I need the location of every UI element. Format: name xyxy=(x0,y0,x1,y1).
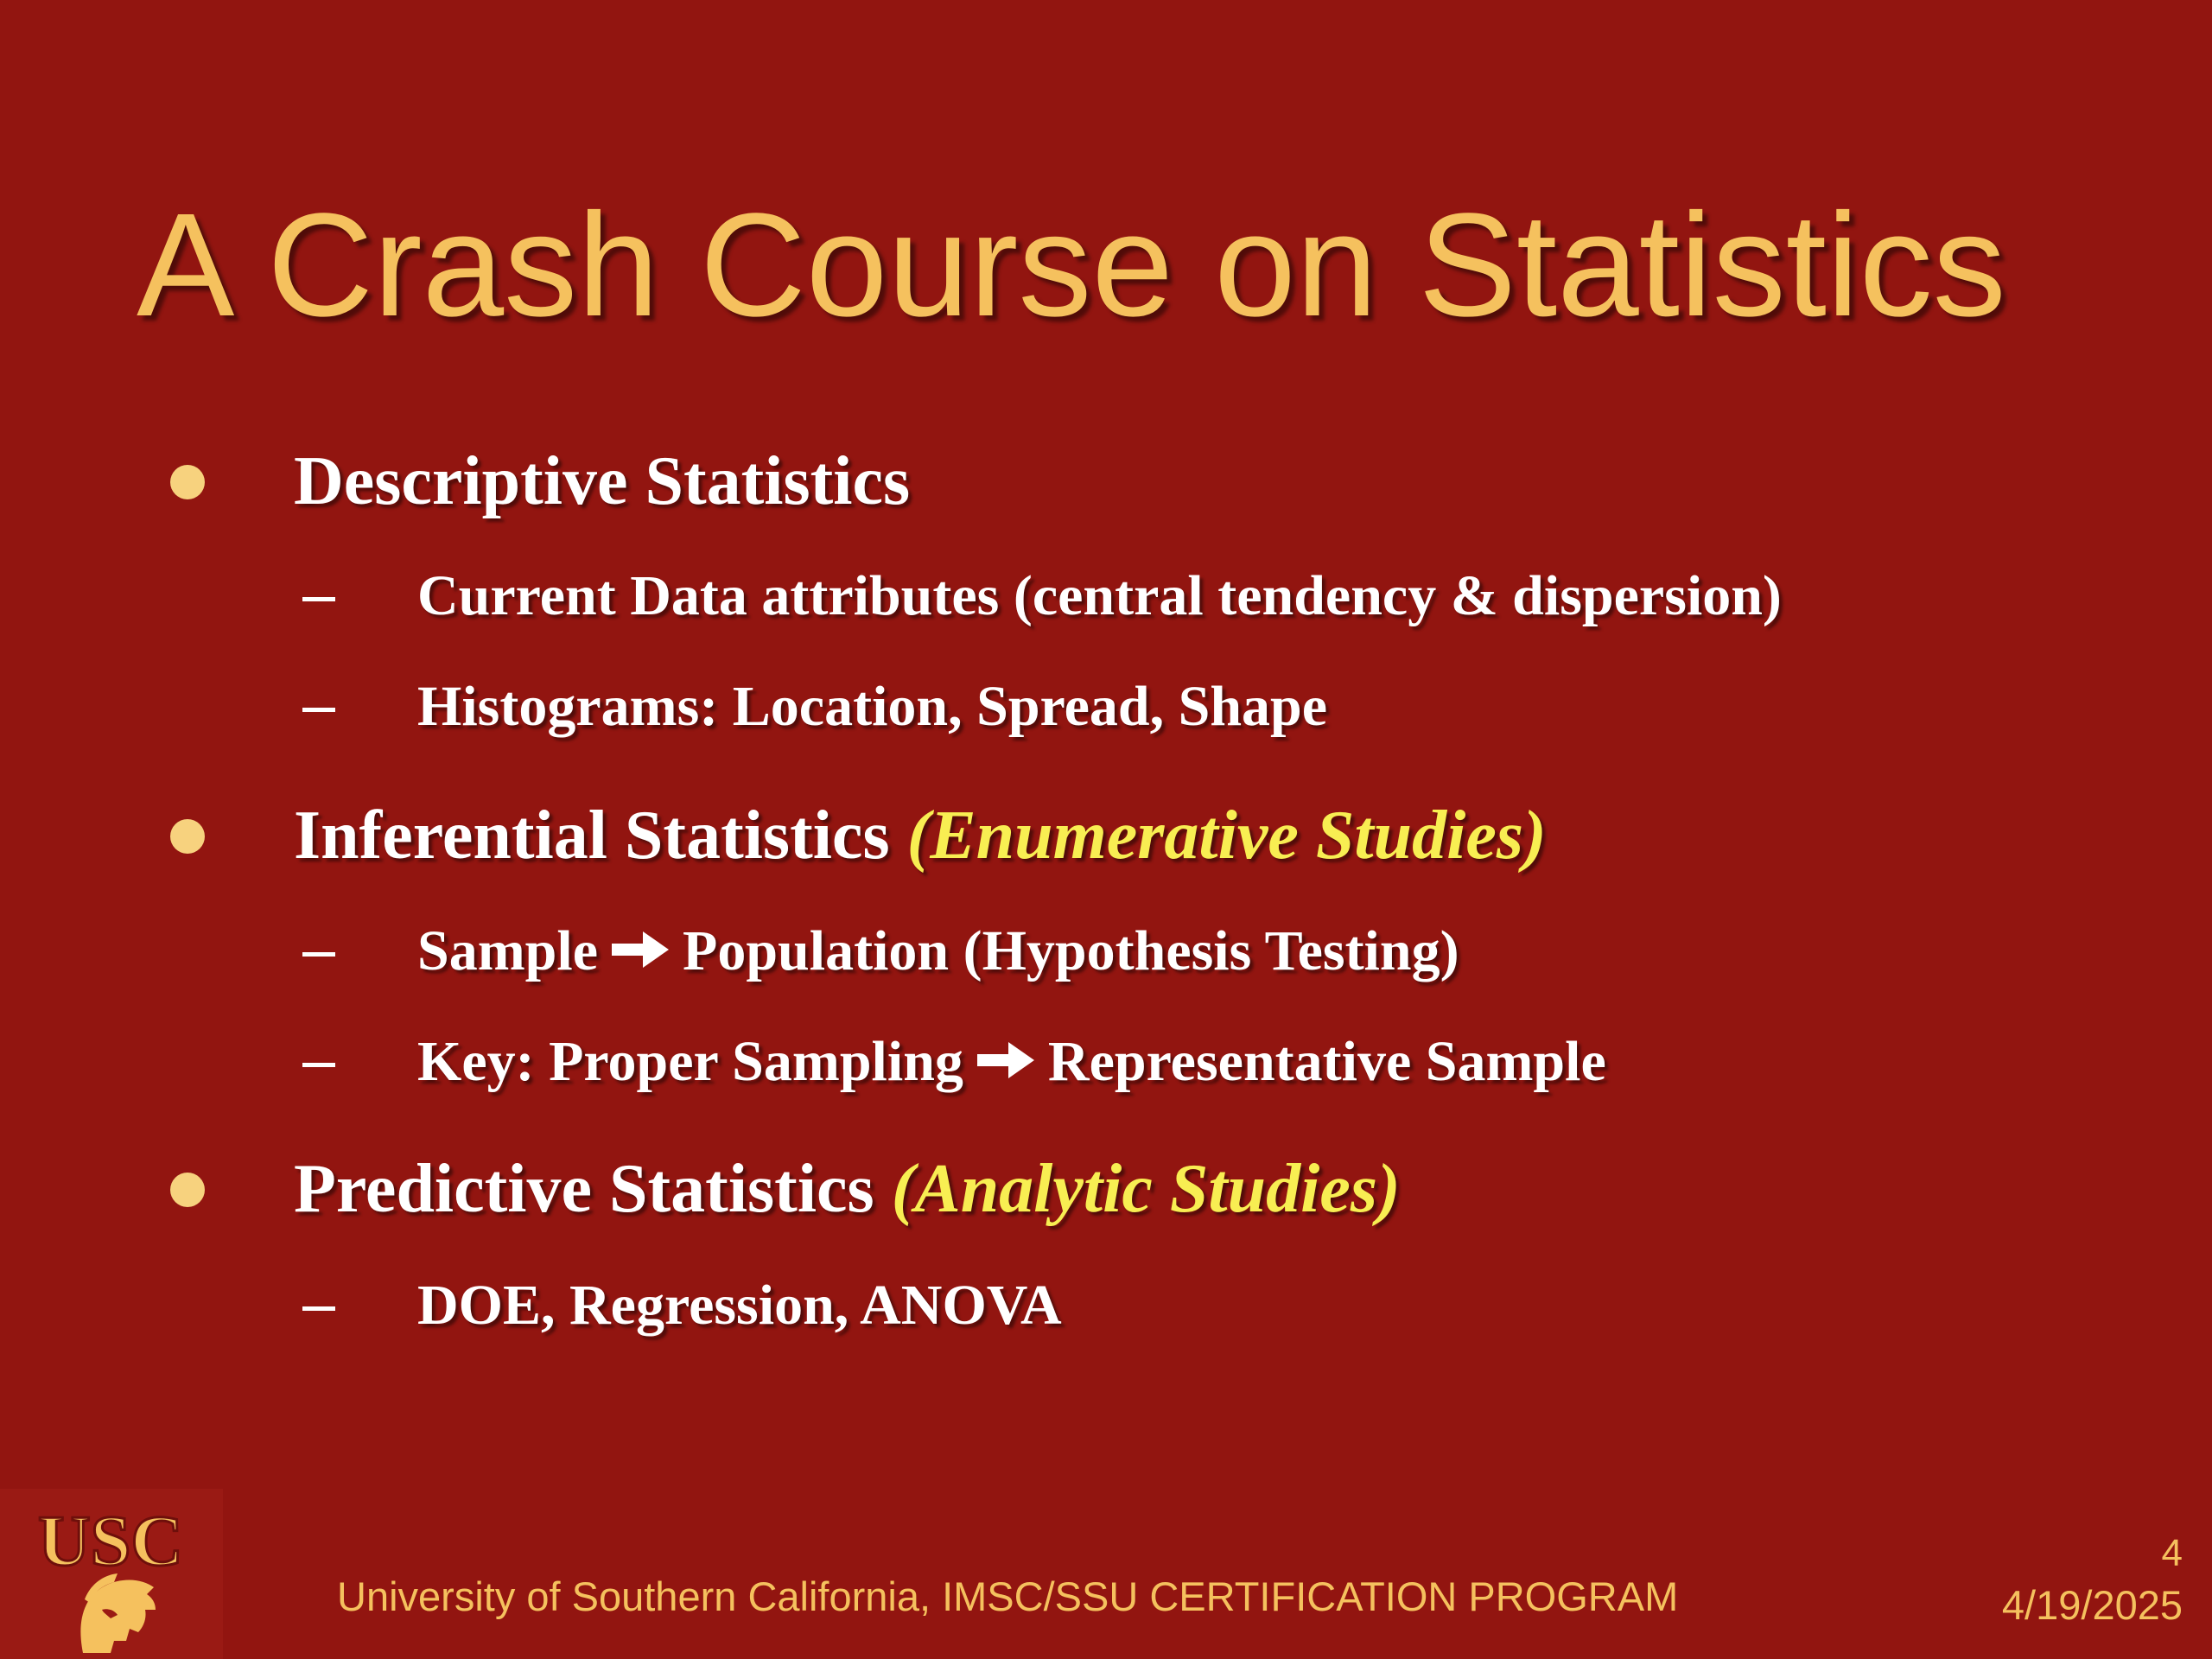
bullet-descriptive-statistics xyxy=(294,443,911,519)
arrow-right-icon xyxy=(610,928,671,971)
page-number: 4 xyxy=(2161,1532,2183,1574)
sub-item-doe: DOE, Regression, ANOVA xyxy=(417,1274,1062,1337)
sub-item-right: Representative Sample xyxy=(1047,1030,1606,1093)
dash-icon xyxy=(302,597,335,601)
sub-item-key-sampling xyxy=(417,1030,1606,1093)
bullet-icon xyxy=(170,819,205,854)
bullet-inferential-statistics xyxy=(294,798,1547,874)
sub-item-sample-population xyxy=(417,919,1459,982)
footer-date: 4/19/2025 xyxy=(2001,1582,2183,1628)
sub-item-histograms: Histograms: Location, Spread, Shape xyxy=(417,675,1328,738)
dash-icon xyxy=(302,1063,335,1067)
bullet-icon xyxy=(170,1173,205,1207)
arrow-right-icon xyxy=(976,1039,1036,1082)
footer-institution: University of Southern California, IMSC/SSU CERTIFICATION PROGRAM xyxy=(337,1573,1679,1619)
bullet-heading: Inferential Statistics xyxy=(294,798,890,874)
sub-item-current-data: Current Data attributes (central tendency & dispersion) xyxy=(417,564,1782,627)
dash-icon xyxy=(302,708,335,712)
logo-text: USC xyxy=(37,1501,184,1581)
sub-item-left: Sample xyxy=(417,919,599,982)
dash-icon xyxy=(302,952,335,957)
bullet-qualifier: (Enumerative Studies) xyxy=(906,798,1547,874)
usc-logo xyxy=(0,1489,223,1659)
bullet-icon xyxy=(170,465,205,499)
bullet-heading: Descriptive Statistics xyxy=(294,443,911,519)
sub-item-right: Population (Hypothesis Testing) xyxy=(683,919,1459,982)
bullet-qualifier: (Analytic Studies) xyxy=(891,1151,1401,1227)
bullet-predictive-statistics xyxy=(294,1151,1401,1227)
sub-item-left: Key: Proper Sampling xyxy=(417,1030,963,1093)
dash-icon xyxy=(302,1306,335,1311)
slide-title: A Crash Course on Statistics xyxy=(137,183,2006,347)
bullet-heading: Predictive Statistics xyxy=(294,1151,874,1227)
trojan-head-icon xyxy=(0,1489,223,1659)
